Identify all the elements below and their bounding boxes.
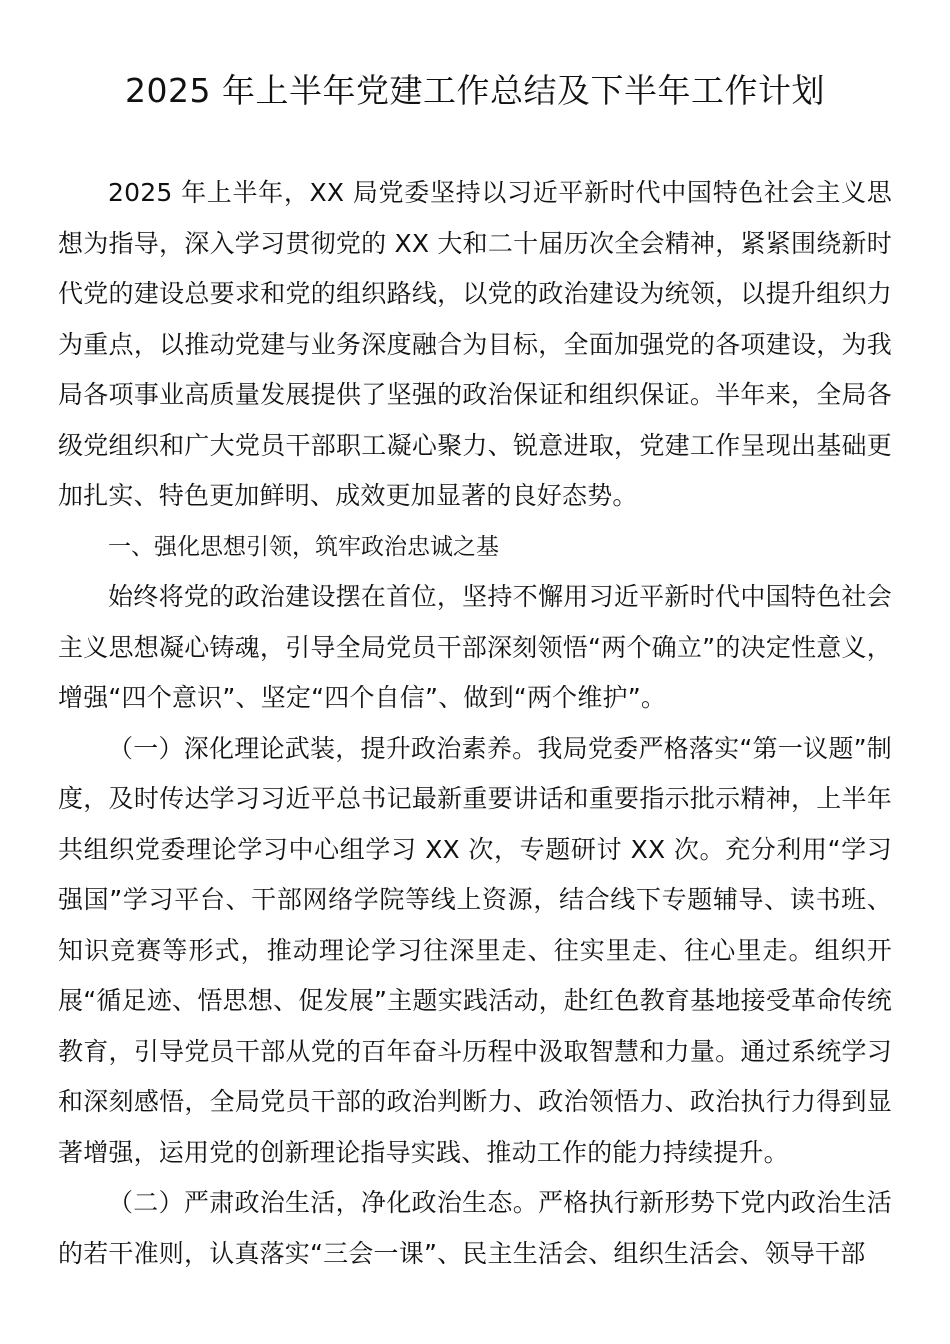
subsection-2-paragraph: （二）严肃政治生活，净化政治生态。严格执行新形势下党内政治生活的若干准则，认真落实“三会一课”、民主生活会、组织生活会、领导干部 [58, 1188, 892, 1268]
document-title: 2025 年上半年党建工作总结及下半年工作计划 [125, 71, 825, 110]
document-body [58, 168, 892, 1279]
subsection-1-paragraph: （一）深化理论武装，提升政治素养。我局党委严格落实“第一议题”制度，及时传达学习习近平总书记最新重要讲话和重要指示批示精神，上半年共组织党委理论学习中心组学习 XX 次，专题研讨 XX 次。充分利用“学习强国”学习平台、干部网络学院等线上资源，结合线下专题辅导、读书班、知识竞赛等形式，推动理论学习往深里走、往实里走、往心里走。组织开展“循足迹、悟思想、促发展”主题实践活动，赴红色教育基地接受革命传统教育，引导党员干部从党的百年奋斗历程中汲取智慧和力量。通过系统学习和深刻感悟，全局党员干部的政治判断力、政治领悟力、政治执行力得到显著增强，运用党的创新理论指导实践、推动工作的能力持续提升。 [58, 733, 892, 1167]
section-heading-1: 一、强化思想引领，筑牢政治忠诚之基 [108, 533, 499, 560]
section-1-paragraph: 始终将党的政治建设摆在首位，坚持不懈用习近平新时代中国特色社会主义思想凝心铸魂，引导全局党员干部深刻领悟“两个确立”的决定性意义，增强“四个意识”、坚定“四个自信”、做到“两个维护”。 [58, 582, 892, 712]
intro-paragraph: 2025 年上半年，XX 局党委坚持以习近平新时代中国特色社会主义思想为指导，深入学习贯彻党的 XX 大和二十届历次全会精神，紧紧围绕新时代党的建设总要求和党的组织路线，以党的政治建设为统领，以提升组织力为重点，以推动党建与业务深度融合为目标，全面加强党的各项建设，为我局各项事业高质量发展提供了坚强的政治保证和组织保证。半年来，全局各级党组织和广大党员干部职工凝心聚力、锐意进取，党建工作呈现出基础更加扎实、特色更加鲜明、成效更加显著的良好态势。 [58, 178, 892, 510]
